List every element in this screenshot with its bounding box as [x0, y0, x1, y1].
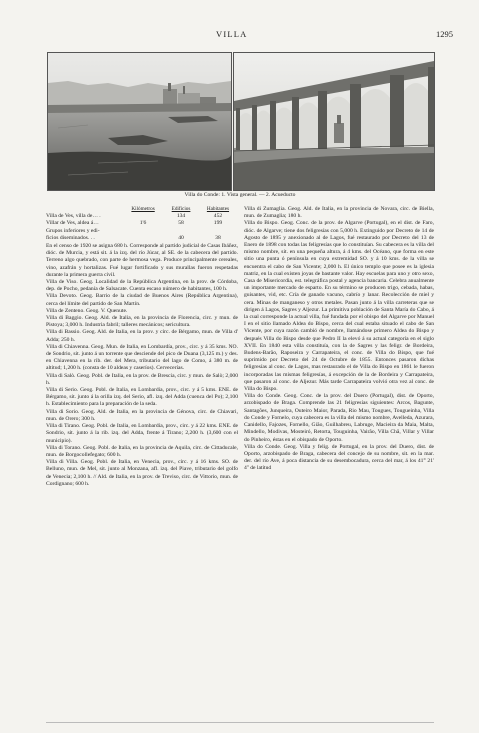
left-column — [46, 206, 238, 488]
table-header-empty — [46, 206, 122, 213]
table-header-buildings: Edificios — [171, 206, 191, 212]
row-label: Villar de Ves, aldea á… — [46, 220, 99, 227]
entry-paragraph: Villa di Serio. Geog. Pobl. de Italia, en Lombardía, prov., circ. y á 5 kms. ENE. de Bérgamo, sit. junto á la orilla izq. del Serio, afl. izq. del Adda (cuenca del Po); 2,100 h. Establecimiento para la preparación de la seda. — [46, 387, 238, 408]
entry-paragraph: Villa di Bassio. Geog. Ald. de Italia, en la prov. y circ. de Bérgamo, mun. de Villa d' Adda; 250 h. — [46, 329, 238, 343]
page-number: 1295 — [436, 29, 453, 39]
row-km — [122, 213, 164, 220]
entry-paragraph: Villa do Conde. Geog. Conc. de la prov. del Duero (Portugal), dist. de Oporto, arzobispado de Braga. Comprende las 21 feligresías siguientes: Arcos, Bagunte, Santagões, Junqueira, Outeiro Maior, Parada, Rio Mau, Tougues, Tougueinha, Villa do Conde y Fornelo, cuya cabecera es la villa del mismo nombre, Avelleda, Azurara, Canidello, Fajozes, Fornello, Gião, Guilhabreu, Labruge, Macieira da Maia, Malta, Mindello, Modivas, Mosteiró, Retorta, Touguinha, Vairão, Villa Chã, Villar y Villar do Pinheiro, éstas en el obispado de Oporto. — [244, 393, 434, 443]
row-inhabitants: 38 — [215, 234, 221, 241]
row-buildings — [164, 228, 198, 235]
row-buildings: 40 — [178, 234, 184, 241]
page-header — [0, 29, 479, 41]
entry-paragraph: Villa de Viso. Geog. Localidad de la República Argentina, en la prov. de Córdoba, dep. de Pocho, pedanía de Salsacate. Cuenta escaso número de habitantes, 100 h. — [46, 279, 238, 293]
row-label: ficios diseminados. . . — [46, 234, 95, 241]
bottom-rule — [46, 722, 434, 723]
table-row — [46, 228, 238, 235]
row-inhabitants: 452 — [213, 213, 223, 220]
row-label: Grupos inferiores y edi- — [46, 227, 100, 234]
entry-paragraph: Villa di Sorio. Geog. Ald. de Italia, en la provincia de Génova, circ. de Chiavari, mun. de Orero; 300 h. — [46, 408, 238, 422]
entry-paragraph: Villa di Chiavenna. Geog. Mun. de Italia, en Lombardía, prov., circ. y á 35 kms. NO. de Sondrio, sit. junto á un torrente que desciende del pico de Duana (3,125 m.) y des. en Chiavenna en la rib. der. del Mera, tributario del lago de Como, á 380 m. de altitud; 1,200 h. (consta de 10 aldeas y caseríos). Cervecerías. — [46, 343, 238, 372]
running-title: VILLA — [216, 29, 248, 39]
photo-general-view-image — [48, 53, 231, 190]
entry-paragraph: Villa do Conde. Geog. Villa y felig. de Portugal, en la prov. del Duero, dist. de Oporto, arzobispado de Braga, cabecera del concejo de su nombre, sit. en la mar. der. del río Ave, á poca distancia de su desembocadura, cerca del mar, á los 41° 21' 4'' de latitud — [244, 443, 434, 472]
entry-paragraph: Villa di Villa. Geog. Pobl. de Italia, en Venecia, prov., circ. y á 16 kms. SO. de Belluno, mun. de Mel, sit. junto al Monzana, afl. izq. del Piave, tributario del golfo de Venecia; 2,100 h. // Ald. de Italia, en la prov. de Treviso, circ. de Vittorio, mun. de Cordignano; 600 h. — [46, 459, 238, 487]
entry-paragraph: Villa de Zenteno. Geog. V. Quenute. — [46, 307, 128, 314]
table-row — [46, 235, 238, 242]
table-header-row — [46, 206, 238, 213]
row-buildings: 134 — [176, 213, 186, 220]
table-header-km: Kilómetros — [131, 206, 155, 212]
figure-caption: Villa do Conde: 1. Vista general. — 2. Acueducto — [184, 192, 296, 198]
entry-paragraph: Villa di Salò. Geog. Pobl. de Italia, en la prov. de Brescia, circ. y mun. de Salò; 2,000 h. — [46, 372, 238, 386]
figure — [47, 52, 433, 189]
row-inhabitants — [198, 228, 238, 235]
row-inhabitants: 199 — [213, 220, 223, 227]
entry-paragraph: Villa di Baggio. Geog. Ald. de Italia, en la provincia de Florencia, circ. y mun. de Pistoya; 3,000 h. Industria fabril; talleres mecánicos; sericultura. — [46, 315, 238, 329]
photo-aqueduct — [233, 52, 435, 191]
entry-paragraph: Villa di Zumaglia. Geog. Ald. de Italia, en la provincia de Novara, circ. de Biella, mun. de Zumaglia; 180 h. — [244, 206, 434, 220]
entry-paragraph: Villa do Bispo. Geog. Conc. de la prov. de Algarve (Portugal), en el dist. de Faro, dióc. de Algarve; tiene dos feligresías con 5,000 h. Extinguido por Decreto de 14 de Agosto de 1895 y anexionado al de Lagos, fué restaurado por Decreto del 13 de Enero de 1898 con todas las feligresías que lo constituían. Su cabecera es la villa del mismo nombre, sit. en una pequeña altura, á 4 kms. del Océano, que forma en este sitio una punta ó península en cuya extremidad SO. y á 10 kms. de la villa se encuentra el cabo de San Vicente; 2,000 h. El único templo que posee es la iglesia matriz, en la cual existen joyas de bastante valor. Hay escuelas para uno y otro sexo, Casa de Misericordia, est. telegráfica postal y agencia bancaria. Celebra anualmente un importante mercado de esparto. En su término se producen trigo, cebada, habas, guisantes, vid, etc. Cría de ganado vacuno, cabrío y lanar. Recolección de miel y cera. Minas de manganeso y otros metales. Pasan junto á la villa carreteras que se dirigen á Lagos, Sagres y Aljezur. La primitiva población de Santa María do Cabo, á la cual corresponde la actual villa, fué fundada por el obispo del Algarve por Manuel I en el sitio llamado Aldea do Bispo, cerca del cual estaba situado el cabo de San Vicente, por cuya razón cambió de nombre, llamándose primero Aldea do Bispo y después Villa do Bispo desde que Pedro II la elevó á su actual categoría en el siglo XVII. En 1840 esta villa constituía, con la de Sagres y las feligr. de Bordeira, Budens-Barão, Raposeira y Carrapateira, el conc. de Villa do Bispo, que fué suprimido por Decreto del 24 de Octubre de 1855. Entonces pasaron dichas feligresías al conc. de Lagos, mas restaurado el de Villa do Bispo en 1861 le fueron incorporadas las mismas feligresías, á excepción de la de Bordeira y Carrapateira, que pasaron al conc. de Aljezur. Más tarde Carrapateira volvió otra vez al conc. de Villa do Bispo. — [244, 220, 434, 393]
right-column — [244, 206, 434, 473]
row-buildings: 58 — [178, 220, 184, 227]
population-table — [46, 206, 238, 242]
row-km — [122, 235, 164, 242]
entry-paragraph: Villa Devoto. Geog. Barrio de la ciudad de Buenos Aires (República Argentina), cerca del límite del partido de San Martín. — [46, 293, 238, 307]
entry-paragraph: Villa di Torano. Geog. Pobl. de Italia, en la provincia de Aquila, circ. de Cittaducale, mun. de Borgocollefegato; 600 h. — [46, 444, 238, 458]
table-header-inhabitants: Habitantes — [206, 206, 230, 212]
photo-aqueduct-image — [234, 53, 434, 190]
photo-general-view — [47, 52, 232, 191]
row-km — [122, 228, 164, 235]
table-row — [46, 213, 238, 220]
entry-paragraph: En el censo de 1920 se asigna 680 h. Corresponde al partido judicial de Casas Ibáñez, dióc. de Murcia, y está sit. á la izq. del río Júcar, al SE. de la cabecera del partido. Terreno algo quebrado, con parte de hermosa vega. Produce principalmente cereales, vino, azafrán y hortalizas. Fué lugar fortificado y sus murallas fueron respetadas durante la primera guerra civil. — [46, 243, 238, 278]
row-label: Villa de Ves, villa de… . — [46, 213, 101, 220]
row-km: 1'6 — [139, 220, 147, 227]
table-row — [46, 220, 238, 227]
entry-paragraph: Villa di Tirano. Geog. Pobl. de Italia, en Lombardía, prov., circ. y á 22 kms. ENE. de Sondrio, sit. junto á la rib. izq. del Adda, frente á Tirano; 2,200 h. (3,600 con el municipio). — [46, 423, 238, 444]
